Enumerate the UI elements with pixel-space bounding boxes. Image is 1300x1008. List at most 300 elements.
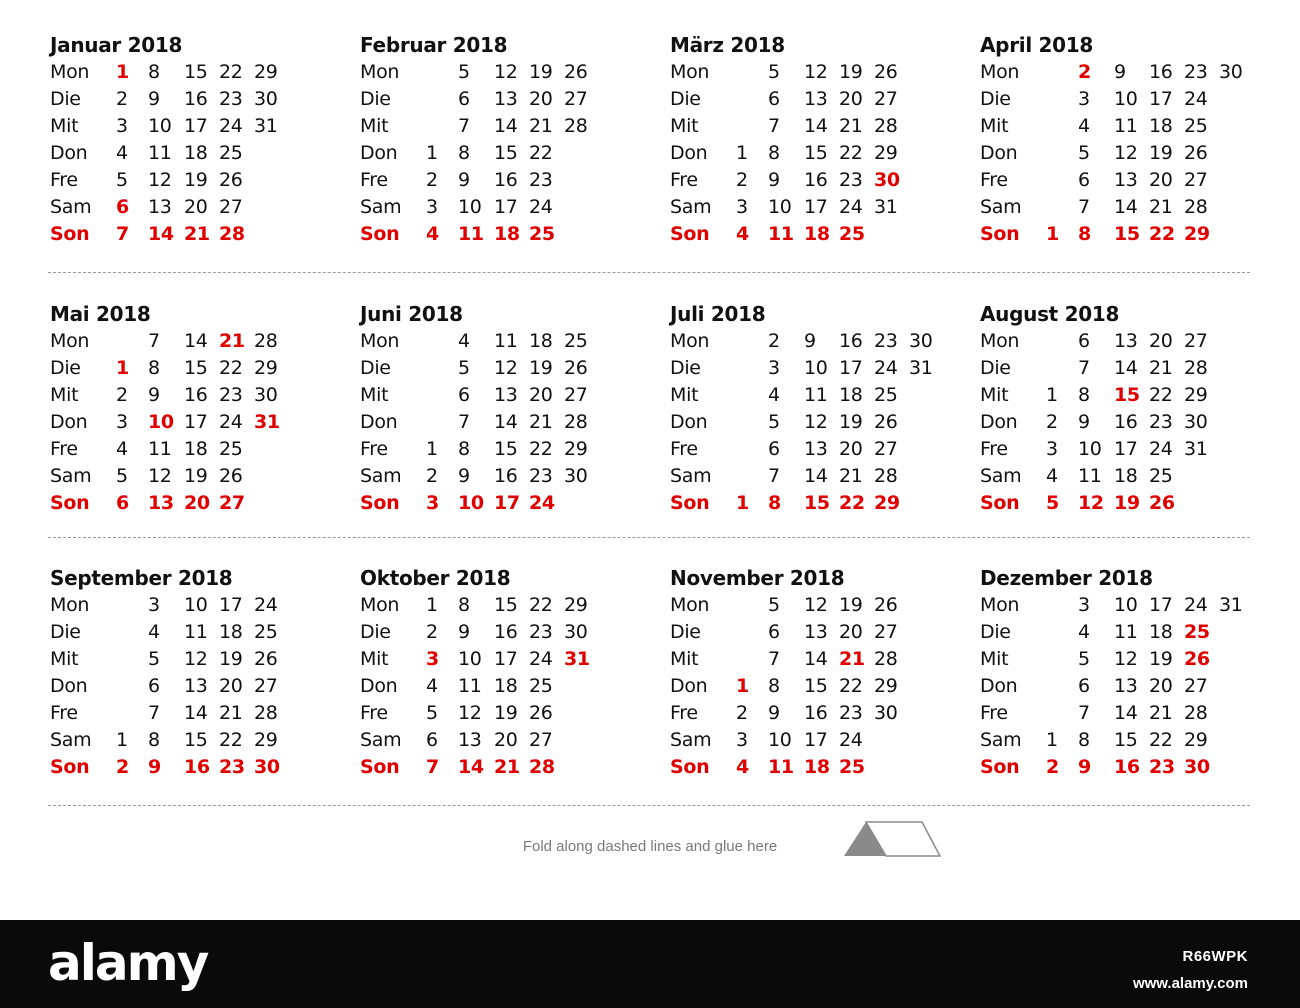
date-cell: 8: [458, 438, 470, 460]
weekday-row: [980, 619, 1280, 646]
date-cell: 20: [529, 384, 553, 406]
date-cell: 5: [1078, 142, 1090, 164]
weekday-label: Mon: [50, 594, 90, 616]
date-cell: 17: [494, 648, 518, 670]
date-cell: 14: [1114, 702, 1138, 724]
weekday-label: Mit: [360, 648, 389, 670]
weekday-row: [360, 727, 660, 754]
date-cell: 24: [529, 492, 555, 514]
weekday-row: [980, 382, 1280, 409]
weekday-label: Fre: [50, 438, 78, 460]
weekday-row: [50, 463, 350, 490]
date-cell: 18: [1149, 115, 1173, 137]
date-cell: 23: [1149, 756, 1175, 778]
weekday-row: [670, 619, 970, 646]
date-cell: 23: [219, 384, 243, 406]
weekday-row: [980, 490, 1280, 517]
date-cell: 21: [529, 411, 553, 433]
date-cell: 11: [1114, 115, 1138, 137]
date-cell: 1: [426, 438, 438, 460]
date-cell: 23: [219, 88, 243, 110]
fold-instruction: Fold along dashed lines and glue here: [522, 838, 778, 855]
date-cell: 25: [839, 756, 865, 778]
date-cell: 3: [426, 492, 439, 514]
date-cell: 18: [184, 142, 208, 164]
date-cell: 12: [148, 465, 172, 487]
weekday-label: Fre: [50, 169, 78, 191]
date-cell: 7: [1078, 196, 1090, 218]
date-cell: 14: [494, 411, 518, 433]
date-cell: 30: [874, 169, 900, 191]
date-cell: 25: [219, 142, 243, 164]
date-cell: 20: [839, 438, 863, 460]
weekday-label: Sam: [670, 729, 712, 751]
date-cell: 26: [564, 61, 588, 83]
date-cell: 4: [1078, 621, 1090, 643]
date-cell: 7: [426, 756, 439, 778]
weekday-label: Son: [360, 223, 400, 245]
date-cell: 18: [529, 330, 553, 352]
weekday-label: Sam: [980, 729, 1022, 751]
weekday-row: [670, 167, 970, 194]
date-cell: 14: [494, 115, 518, 137]
date-cell: 13: [1114, 675, 1138, 697]
weekday-label: Mit: [50, 115, 79, 137]
date-cell: 4: [458, 330, 470, 352]
date-cell: 28: [254, 330, 278, 352]
weekday-row: [50, 673, 350, 700]
date-cell: 23: [874, 330, 898, 352]
date-cell: 17: [184, 115, 208, 137]
date-cell: 11: [768, 756, 794, 778]
month-title: März 2018: [670, 33, 785, 57]
weekday-label: Fre: [980, 702, 1008, 724]
weekday-row: [50, 436, 350, 463]
date-cell: 4: [148, 621, 160, 643]
date-cell: 8: [148, 357, 160, 379]
date-cell: 9: [458, 465, 470, 487]
date-cell: 24: [1149, 438, 1173, 460]
weekday-row: [670, 436, 970, 463]
date-cell: 18: [494, 675, 518, 697]
date-cell: 27: [874, 438, 898, 460]
date-cell: 2: [116, 384, 128, 406]
weekday-row: [980, 194, 1280, 221]
date-cell: 2: [426, 621, 438, 643]
date-cell: 22: [529, 438, 553, 460]
date-cell: 1: [736, 675, 749, 697]
date-cell: 16: [839, 330, 863, 352]
date-cell: 5: [116, 465, 128, 487]
month-block: [360, 565, 660, 781]
month-block: [670, 301, 970, 517]
date-cell: 19: [529, 61, 553, 83]
date-cell: 12: [184, 648, 208, 670]
date-cell: 28: [1184, 702, 1208, 724]
date-cell: 10: [458, 648, 482, 670]
date-cell: 24: [529, 196, 553, 218]
weekday-row: [980, 86, 1280, 113]
weekday-label: Fre: [360, 702, 388, 724]
date-cell: 5: [1046, 492, 1059, 514]
month-block: [980, 32, 1280, 248]
date-cell: 19: [184, 465, 208, 487]
date-cell: 24: [1184, 88, 1208, 110]
date-cell: 18: [494, 223, 520, 245]
weekday-label: Fre: [360, 438, 388, 460]
weekday-label: Sam: [360, 729, 402, 751]
weekday-label: Die: [670, 621, 701, 643]
date-cell: 10: [148, 411, 174, 433]
date-cell: 9: [458, 621, 470, 643]
date-cell: 24: [839, 729, 863, 751]
date-cell: 3: [1078, 88, 1090, 110]
weekday-label: Mon: [980, 330, 1020, 352]
date-cell: 31: [874, 196, 898, 218]
date-cell: 6: [426, 729, 438, 751]
date-cell: 13: [458, 729, 482, 751]
weekday-row: [50, 59, 350, 86]
weekday-row: [980, 754, 1280, 781]
date-cell: 1: [1046, 729, 1058, 751]
date-cell: 7: [148, 330, 160, 352]
date-cell: 20: [184, 196, 208, 218]
date-cell: 3: [426, 648, 439, 670]
footer-bar: [0, 920, 1300, 1008]
month-title: Februar 2018: [360, 33, 508, 57]
date-cell: 1: [1046, 384, 1058, 406]
date-cell: 10: [1078, 438, 1102, 460]
date-cell: 20: [1149, 330, 1173, 352]
date-cell: 17: [494, 196, 518, 218]
weekday-label: Sam: [50, 465, 92, 487]
date-cell: 23: [529, 621, 553, 643]
weekday-label: Mit: [360, 384, 389, 406]
date-cell: 19: [529, 357, 553, 379]
date-cell: 14: [184, 330, 208, 352]
date-cell: 3: [426, 196, 438, 218]
date-cell: 31: [254, 411, 280, 433]
date-cell: 16: [1114, 411, 1138, 433]
date-cell: 6: [768, 438, 780, 460]
date-cell: 27: [219, 196, 243, 218]
weekday-row: [670, 140, 970, 167]
date-cell: 18: [1114, 465, 1138, 487]
date-cell: 5: [768, 61, 780, 83]
date-cell: 16: [184, 756, 210, 778]
date-cell: 16: [1149, 61, 1173, 83]
date-cell: 10: [1114, 594, 1138, 616]
weekday-label: Mon: [980, 61, 1020, 83]
weekday-label: Don: [50, 142, 88, 164]
date-cell: 22: [1149, 729, 1173, 751]
weekday-label: Son: [670, 223, 710, 245]
date-cell: 26: [874, 61, 898, 83]
month-title: Juni 2018: [360, 302, 463, 326]
date-cell: 24: [254, 594, 278, 616]
weekday-label: Sam: [360, 196, 402, 218]
date-cell: 20: [1149, 169, 1173, 191]
date-cell: 10: [1114, 88, 1138, 110]
date-cell: 24: [1184, 594, 1208, 616]
weekday-label: Mon: [670, 330, 710, 352]
date-cell: 22: [529, 142, 553, 164]
date-cell: 23: [529, 169, 553, 191]
date-cell: 3: [116, 411, 128, 433]
weekday-label: Son: [50, 756, 90, 778]
date-cell: 13: [148, 196, 172, 218]
date-cell: 8: [768, 492, 781, 514]
weekday-row: [980, 646, 1280, 673]
date-cell: 13: [804, 438, 828, 460]
date-cell: 23: [839, 702, 863, 724]
date-cell: 4: [116, 142, 128, 164]
weekday-row: [670, 727, 970, 754]
date-cell: 4: [736, 223, 749, 245]
date-cell: 13: [1114, 330, 1138, 352]
date-cell: 28: [564, 411, 588, 433]
month-block: [50, 565, 350, 781]
date-cell: 30: [1184, 756, 1210, 778]
date-cell: 24: [529, 648, 553, 670]
date-cell: 8: [458, 142, 470, 164]
date-cell: 15: [184, 729, 208, 751]
weekday-row: [50, 113, 350, 140]
date-cell: 4: [1046, 465, 1058, 487]
date-cell: 22: [219, 61, 243, 83]
month-title: April 2018: [980, 33, 1093, 57]
date-cell: 29: [874, 675, 898, 697]
date-cell: 6: [458, 88, 470, 110]
weekday-row: [360, 59, 660, 86]
date-cell: 5: [768, 594, 780, 616]
date-cell: 26: [874, 411, 898, 433]
date-cell: 22: [839, 675, 863, 697]
date-cell: 4: [116, 438, 128, 460]
weekday-label: Mit: [670, 384, 699, 406]
weekday-row: [670, 328, 970, 355]
weekday-row: [360, 592, 660, 619]
date-cell: 17: [494, 492, 520, 514]
weekday-row: [50, 140, 350, 167]
date-cell: 20: [529, 88, 553, 110]
date-cell: 27: [564, 384, 588, 406]
weekday-row: [670, 59, 970, 86]
date-cell: 21: [839, 465, 863, 487]
date-cell: 12: [804, 411, 828, 433]
date-cell: 15: [494, 438, 518, 460]
date-cell: 31: [254, 115, 278, 137]
weekday-row: [360, 167, 660, 194]
date-cell: 21: [219, 330, 245, 352]
date-cell: 12: [804, 594, 828, 616]
date-cell: 1: [116, 357, 129, 379]
date-cell: 29: [254, 61, 278, 83]
date-cell: 11: [1114, 621, 1138, 643]
date-cell: 22: [839, 492, 865, 514]
date-cell: 7: [148, 702, 160, 724]
date-cell: 29: [1184, 384, 1208, 406]
date-cell: 15: [804, 492, 830, 514]
date-cell: 4: [1078, 115, 1090, 137]
date-cell: 31: [1219, 594, 1243, 616]
date-cell: 13: [494, 384, 518, 406]
date-cell: 27: [1184, 169, 1208, 191]
date-cell: 17: [1149, 594, 1173, 616]
weekday-row: [50, 221, 350, 248]
date-cell: 17: [219, 594, 243, 616]
date-cell: 9: [148, 384, 160, 406]
date-cell: 21: [1149, 702, 1173, 724]
weekday-label: Die: [50, 621, 81, 643]
date-cell: 4: [768, 384, 780, 406]
date-cell: 18: [804, 756, 830, 778]
weekday-row: [50, 700, 350, 727]
date-cell: 11: [458, 223, 484, 245]
date-cell: 26: [254, 648, 278, 670]
weekday-row: [980, 221, 1280, 248]
date-cell: 16: [184, 384, 208, 406]
date-cell: 7: [116, 223, 129, 245]
date-cell: 11: [148, 438, 172, 460]
date-cell: 11: [804, 384, 828, 406]
date-cell: 6: [116, 196, 129, 218]
date-cell: 12: [148, 169, 172, 191]
weekday-row: [980, 113, 1280, 140]
date-cell: 20: [219, 675, 243, 697]
date-cell: 20: [839, 621, 863, 643]
date-cell: 11: [458, 675, 482, 697]
date-cell: 3: [736, 196, 748, 218]
weekday-label: Fre: [670, 702, 698, 724]
date-cell: 17: [184, 411, 208, 433]
weekday-label: Die: [360, 88, 391, 110]
weekday-label: Fre: [670, 438, 698, 460]
weekday-row: [670, 673, 970, 700]
weekday-label: Son: [670, 756, 710, 778]
date-cell: 27: [874, 88, 898, 110]
date-cell: 25: [839, 223, 865, 245]
date-cell: 11: [148, 142, 172, 164]
weekday-label: Mon: [360, 61, 400, 83]
date-cell: 7: [768, 465, 780, 487]
date-cell: 8: [1078, 223, 1091, 245]
date-cell: 11: [768, 223, 794, 245]
weekday-label: Don: [360, 411, 398, 433]
weekday-row: [50, 592, 350, 619]
site-url: www.alamy.com: [1132, 975, 1248, 992]
date-cell: 5: [768, 411, 780, 433]
date-cell: 25: [254, 621, 278, 643]
date-cell: 28: [254, 702, 278, 724]
date-cell: 30: [564, 621, 588, 643]
date-cell: 9: [1078, 756, 1091, 778]
date-cell: 8: [148, 729, 160, 751]
weekday-row: [980, 673, 1280, 700]
date-cell: 26: [219, 169, 243, 191]
date-cell: 4: [426, 675, 438, 697]
date-cell: 11: [1078, 465, 1102, 487]
date-cell: 15: [804, 675, 828, 697]
fold-line: [48, 272, 1250, 273]
weekday-label: Don: [980, 411, 1018, 433]
weekday-label: Son: [980, 756, 1020, 778]
date-cell: 26: [1184, 142, 1208, 164]
date-cell: 15: [184, 357, 208, 379]
weekday-label: Fre: [360, 169, 388, 191]
weekday-row: [50, 646, 350, 673]
date-cell: 3: [736, 729, 748, 751]
weekday-label: Son: [980, 223, 1020, 245]
date-cell: 14: [148, 223, 174, 245]
month-title: August 2018: [980, 302, 1120, 326]
weekday-row: [360, 619, 660, 646]
month-title: Dezember 2018: [980, 566, 1153, 590]
date-cell: 14: [1114, 357, 1138, 379]
date-cell: 19: [1149, 142, 1173, 164]
weekday-row: [980, 59, 1280, 86]
date-cell: 29: [254, 357, 278, 379]
weekday-row: [50, 382, 350, 409]
date-cell: 14: [458, 756, 484, 778]
date-cell: 5: [1078, 648, 1090, 670]
weekday-label: Mon: [670, 61, 710, 83]
weekday-row: [980, 355, 1280, 382]
weekday-label: Don: [670, 142, 708, 164]
weekday-label: Sam: [360, 465, 402, 487]
date-cell: 28: [529, 756, 555, 778]
month-block: [980, 565, 1280, 781]
date-cell: 22: [529, 594, 553, 616]
date-cell: 14: [804, 115, 828, 137]
date-cell: 28: [874, 115, 898, 137]
date-cell: 19: [839, 61, 863, 83]
date-cell: 27: [564, 88, 588, 110]
weekday-label: Die: [980, 621, 1011, 643]
date-cell: 6: [148, 675, 160, 697]
date-cell: 12: [458, 702, 482, 724]
date-cell: 19: [1114, 492, 1140, 514]
date-cell: 7: [768, 648, 780, 670]
date-cell: 28: [874, 648, 898, 670]
weekday-row: [670, 463, 970, 490]
weekday-row: [360, 86, 660, 113]
date-cell: 2: [426, 465, 438, 487]
weekday-row: [980, 140, 1280, 167]
date-cell: 11: [184, 621, 208, 643]
weekday-label: Don: [50, 411, 88, 433]
weekday-label: Die: [670, 88, 701, 110]
date-cell: 8: [458, 594, 470, 616]
weekday-row: [50, 355, 350, 382]
weekday-row: [50, 619, 350, 646]
weekday-label: Sam: [670, 196, 712, 218]
date-cell: 26: [564, 357, 588, 379]
weekday-row: [360, 700, 660, 727]
date-cell: 19: [219, 648, 243, 670]
date-cell: 15: [494, 594, 518, 616]
month-block: [50, 32, 350, 248]
weekday-row: [50, 86, 350, 113]
date-cell: 8: [148, 61, 160, 83]
date-cell: 16: [494, 621, 518, 643]
weekday-row: [360, 463, 660, 490]
date-cell: 2: [116, 88, 128, 110]
weekday-label: Fre: [670, 169, 698, 191]
date-cell: 20: [184, 492, 210, 514]
weekday-row: [670, 382, 970, 409]
date-cell: 18: [804, 223, 830, 245]
